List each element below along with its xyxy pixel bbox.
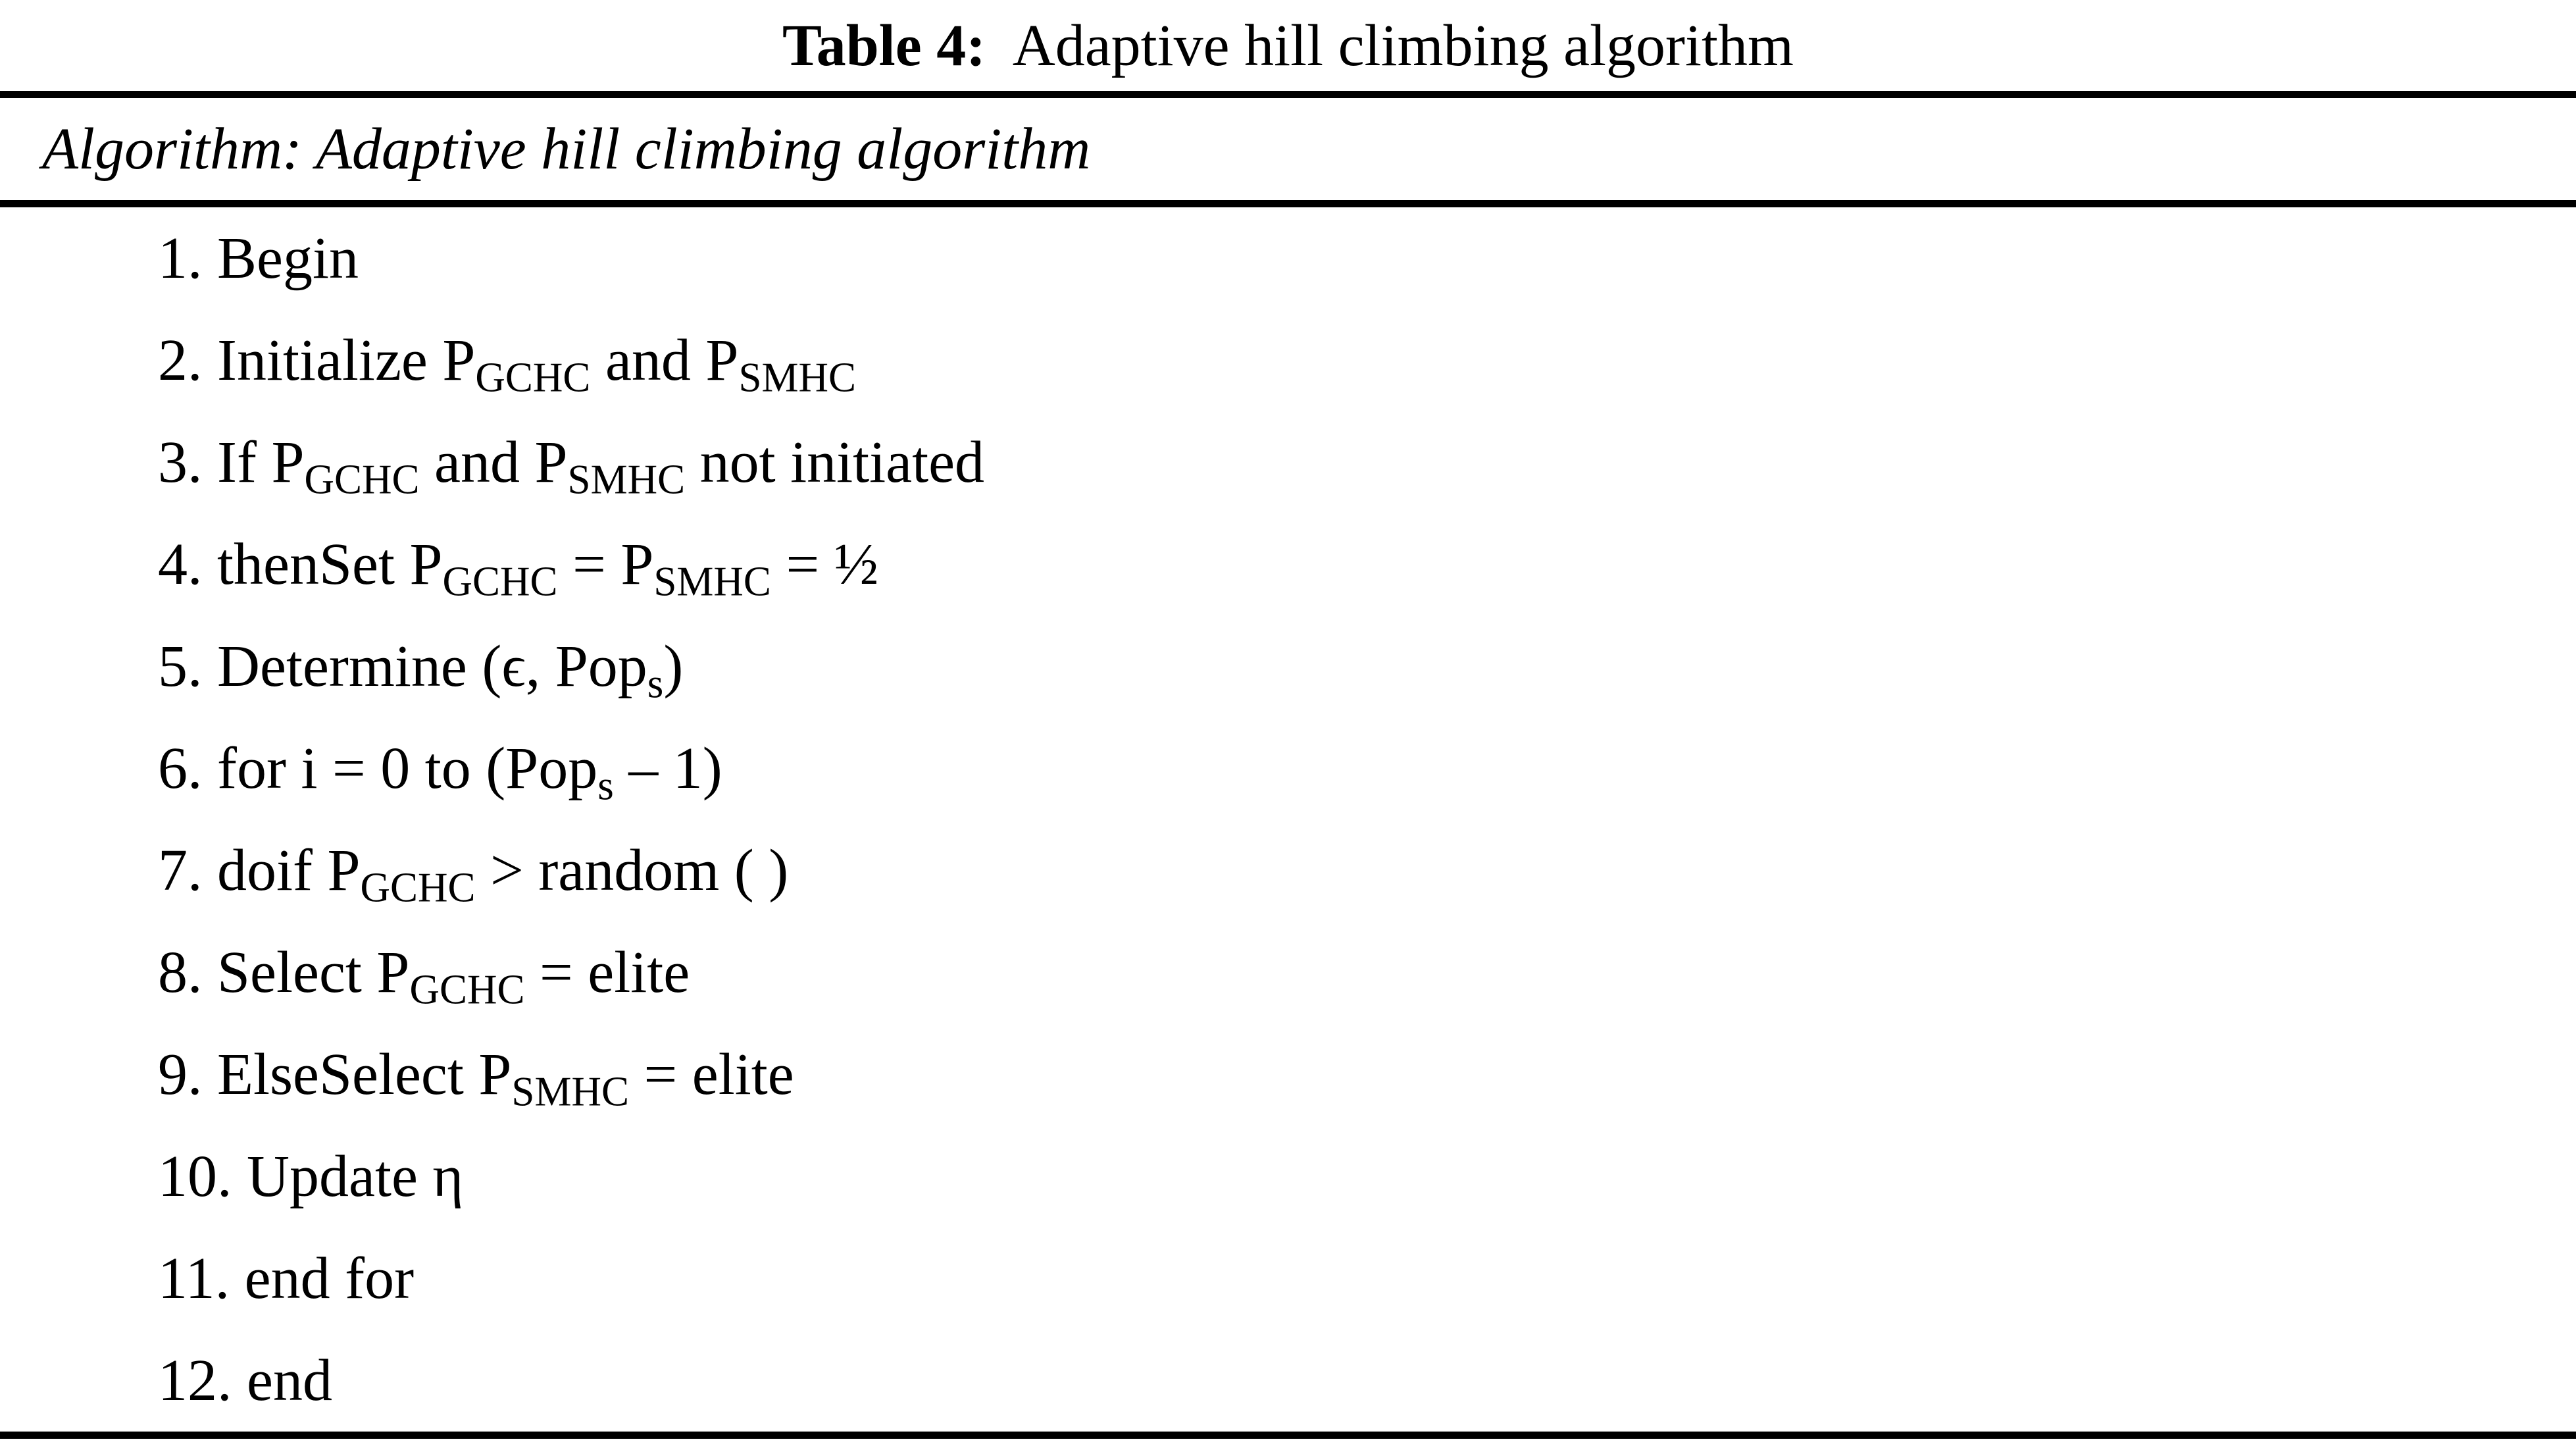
subscript-text: GCHC bbox=[442, 558, 558, 605]
subscript-text: GCHC bbox=[475, 354, 591, 401]
line-text: Update η bbox=[247, 1144, 464, 1209]
table-caption-title: Adaptive hill climbing algorithm bbox=[1012, 13, 1794, 78]
algorithm-line-10 bbox=[0, 1125, 2576, 1228]
algorithm-body bbox=[0, 207, 2576, 1432]
algorithm-line-9 bbox=[0, 1023, 2576, 1125]
line-text: Select P bbox=[217, 940, 410, 1005]
line-text: for i = 0 to (Pop bbox=[217, 736, 598, 801]
algorithm-line-2 bbox=[0, 309, 2576, 411]
subscript-text: GCHC bbox=[304, 456, 420, 503]
subscript-text: GCHC bbox=[360, 864, 476, 911]
algorithm-line-1 bbox=[0, 207, 2576, 309]
line-text: ) bbox=[663, 634, 684, 699]
subscript-text: SMHC bbox=[738, 354, 857, 401]
line-text: Determine (ϵ, Pop bbox=[217, 634, 647, 699]
line-number: 3. bbox=[158, 430, 217, 495]
line-text: Initialize P bbox=[217, 328, 476, 393]
line-text: and P bbox=[419, 430, 568, 495]
subscript-text: GCHC bbox=[409, 966, 525, 1013]
table-caption-label: Table 4: bbox=[782, 13, 986, 78]
line-number: 9. bbox=[158, 1042, 217, 1107]
table-caption bbox=[0, 0, 2576, 91]
algorithm-header-row bbox=[0, 98, 2576, 200]
algorithm-line-7 bbox=[0, 819, 2576, 921]
algorithm-line-11 bbox=[0, 1228, 2576, 1330]
algorithm-header-text: Algorithm: Adaptive hill climbing algorithm bbox=[42, 116, 1091, 182]
algorithm-line-4 bbox=[0, 513, 2576, 615]
algorithm-line-6 bbox=[0, 717, 2576, 819]
algorithm-line-12 bbox=[0, 1330, 2576, 1432]
algorithm-line-8 bbox=[0, 921, 2576, 1023]
bottom-rule bbox=[0, 1432, 2576, 1439]
line-text: thenSet P bbox=[217, 532, 443, 597]
line-text: > random ( ) bbox=[475, 838, 789, 903]
subscript-text: SMHC bbox=[653, 558, 771, 605]
line-number: 5. bbox=[158, 634, 217, 699]
line-text: end for bbox=[244, 1246, 415, 1311]
line-number: 10. bbox=[158, 1144, 247, 1209]
top-rule bbox=[0, 91, 2576, 98]
line-text: = elite bbox=[629, 1042, 794, 1107]
subscript-text: SMHC bbox=[511, 1068, 629, 1115]
line-text: Begin bbox=[217, 226, 359, 291]
line-number: 8. bbox=[158, 940, 217, 1005]
line-number: 11. bbox=[158, 1246, 245, 1311]
line-text: ElseSelect P bbox=[217, 1042, 512, 1107]
algorithm-line-5 bbox=[0, 615, 2576, 717]
line-text: – 1) bbox=[613, 736, 722, 801]
subscript-text: s bbox=[647, 660, 664, 707]
line-text: and P bbox=[590, 328, 739, 393]
subscript-text: SMHC bbox=[567, 456, 686, 503]
line-text: end bbox=[247, 1348, 332, 1413]
line-text: doif P bbox=[217, 838, 361, 903]
header-rule bbox=[0, 200, 2576, 207]
line-number: 12. bbox=[158, 1348, 247, 1413]
algorithm-line-3 bbox=[0, 411, 2576, 513]
line-text: = ½ bbox=[770, 532, 879, 597]
line-number: 1. bbox=[158, 226, 217, 291]
line-number: 4. bbox=[158, 532, 217, 597]
line-number: 2. bbox=[158, 328, 217, 393]
line-text: = P bbox=[557, 532, 654, 597]
subscript-text: s bbox=[597, 762, 614, 809]
line-text: = elite bbox=[524, 940, 690, 1005]
line-text: not initiated bbox=[685, 430, 985, 495]
line-number: 6. bbox=[158, 736, 217, 801]
line-number: 7. bbox=[158, 838, 217, 903]
line-text: If P bbox=[217, 430, 305, 495]
